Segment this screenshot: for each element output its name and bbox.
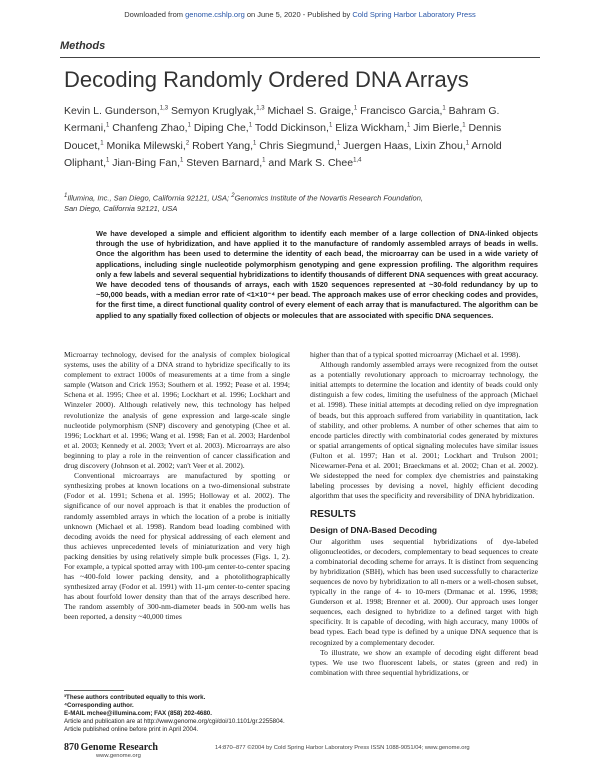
paragraph: Our algorithm uses sequential hybridizations of dye-labeled oligonucleotides, or decoders, complementary to bead sequences to create a combinatorial decoding scheme for arrays. It is distinct from sequencing by hybridization (SBH), which has been used successfully to characterize sequences de novo by hybridization to all n-mers or a well-chosen subset, typically in the range of 4- to 10-mers (Drmanac et al. 1996, 1998; Gunderson et al. 1998; Brenner et al. 2000). Our approach uses longer sequences, each designed to hybridize to a defined target with high specificity. It is capable of decoding, with high accuracy, many 1000s of bead types. Each bead type is defined by a unique DNA sequence that is recognized by a complementary decoder. <box>310 536 538 647</box>
page-number: 870 <box>64 742 79 753</box>
author: Chris Siegmund,$^1$ <box>259 139 341 152</box>
author: Chanfeng Zhao,$^1$ <box>112 122 191 134</box>
footnote-separator <box>64 690 124 691</box>
right-column <box>310 350 538 678</box>
footnote: ⁴Corresponding author. <box>64 701 134 709</box>
download-banner <box>0 10 600 19</box>
author: and Mark S. Chee$^{1,4}$ <box>268 157 362 169</box>
author: Jian-Bing Fan,$^1$ <box>112 157 184 169</box>
publisher-link[interactable]: Cold Spring Harbor Laboratory Press <box>352 10 476 19</box>
author: Bahram G. Kermani,$^1$ <box>64 104 500 134</box>
results-heading: RESULTS <box>310 509 356 521</box>
author: Francisco Garcia,$^1$ <box>360 104 446 117</box>
author: Steven Barnard,$^1$ <box>186 157 266 169</box>
left-column <box>64 350 290 623</box>
banner-prefix: Downloaded from <box>124 10 186 19</box>
footnote: Article and publication are at http://www.genome.org/cgi/doi/10.1101/gr.2255804. Article published online before print in April 2004. <box>64 717 285 733</box>
journal-name: Genome Research <box>80 742 158 753</box>
author: Diping Che,$^1$ <box>193 122 253 134</box>
footnote-email: E-MAIL mchee@illumina.com; FAX (858) 202-4680. <box>64 709 212 717</box>
footer-meta: 14:870–877 ©2004 by Cold Spring Harbor Laboratory Press ISSN 1088-9051/04; www.genome.org <box>215 745 470 751</box>
header-rule <box>60 57 540 58</box>
footnote: ³These authors contributed equally to this work. <box>64 693 206 701</box>
author: Semyon Kruglyak,$^{1,3}$ <box>171 104 265 117</box>
affiliations: $^1$Illumina, Inc., San Diego, California 92121, USA; $^2$Genomics Institute of the Novartis Research Foundation, San Diego, California 92121, USA <box>64 193 423 213</box>
author: Monika Milewski,$^2$ <box>106 139 190 152</box>
section-label: Methods <box>60 40 106 52</box>
paragraph: Although randomly assembled arrays were recognized from the outset as a potentially revolutionary approach to microarray technology, the initial attempts to determine the location and identity of beads could only distinguish a few codes, limiting the usefulness of the approach (Michael et al. 1998). These initial attempts at decoding relied on dye impregnation of beads, but this approach suffered from variability in quantitation, lack of stability, and other problems. A number of other schemes that aim to encode particles directly with combinatorial codes generated by mixtures or spatial arrangements of optical signaling molecules have similar issues (Fulton et al. 1997; Han et al. 2001; Lockhart and Trulson 2001; Nicewarner-Pena et al. 2001; Braeckmans et al. 2002; Chan et al. 2002). We sidestepped the need for complex dye chemistries and painstaking labeling processes by devising a novel, highly efficient decoding algorithm that uses the specificity and reversibility of DNA hybridization. <box>310 360 538 501</box>
author: Dennis Doucet,$^1$ <box>64 122 502 152</box>
footnotes <box>64 690 290 734</box>
abstract: We have developed a simple and efficient algorithm to identify each member of a large collection of DNA-linked objects through the use of hybridization, and have applied it to the manufacture of randomly assembled arrays of beads in wells. Once the algorithm has been used to determine the identity of each bead, the microarray can be used in a wide variety of applications, including single nucleotide polymorphism genotyping and gene expression profiling. The algorithm requires only a few labels and several sequential hybridizations to identify thousands of different DNA sequences with great accuracy. We have decoded tens of thousands of arrays, each with 1520 sequences represented at ~30-fold redundancy by up to ~50,000 beads, with a median error rate of <1×10⁻⁴ per bead. The approach makes use of error checking codes and provides, for the first time, a direct functional quality control of every element of each array that is manufactured. The algorithm can be applied to any spatially fixed collection of objects or molecules that are associated with specific DNA sequences. <box>96 229 538 320</box>
banner-middle: on June 5, 2020 - Published by <box>244 10 353 19</box>
site-link[interactable]: genome.cshlp.org <box>185 10 245 19</box>
author: Robert Yang,$^1$ <box>192 139 257 152</box>
author: Juergen Haas, <box>343 139 412 152</box>
author: Arnold Oliphant,$^1$ <box>64 139 502 169</box>
subsection-heading: Design of DNA-Based Decoding <box>310 524 438 535</box>
paragraph: To illustrate, we show an example of decoding eight different bead types. We use two fluorescent labels, or states (green and red) in combination with three sequential hybridizations, or <box>310 647 538 677</box>
author-list <box>64 101 534 171</box>
paragraph: higher than that of a typical spotted microarray (Michael et al. 1998). <box>310 350 521 359</box>
paragraph: Microarray technology, devised for the analysis of complex biological systems, uses the ability of a DNA strand to hybridize specifically to its complement to extract 1000s of measurements at a time from a single sample (Watson and Crick 1953; Southern et al. 1992; Pease et al. 1994; Schena et al. 1995; Chee et al. 1996; Lockhart et al. 1996; Lockhart and Winzeler 2000). Although relatively new, this technology has helped revolutionize the analysis of gene expression and large-scale single nucleotide polymorphism (SNP) discovery and genotyping (Chee et al. 1996; Lockhart et al. 1996; Wang et al. 1998; Fan et al. 2003; Hardenbol et al. 2003; Kennedy et al. 2003; Yvert et al. 2003). Microarrays are also beginning to play a role in the reinvention of cancer classification and drug discovery (Johnson et al. 2002; van't Veer et al. 2002). <box>64 350 290 471</box>
paragraph: Conventional microarrays are manufactured by spotting or synthesizing probes at known locations on a two-dimensional substrate (Fodor et al. 1991; Schena et al. 1995; Holloway et al. 2002). The significance of our novel approach is that it enables the production of randomly assembled arrays in which the location of a probe is initially unknown (Michael et al. 1998). Random bead loading combined with decoding avoids the need for physical addressing of each element and thus achieves unprecedented levels of miniaturization and very high packing densities by using relatively simple bulk processes (Figs. 1, 2). For example, a typical spotted array with 100-µm center-to-center spacing has ~400-fold lower packing density, and a photolithographically synthesized array (Fodor et al. 1991) with 11-µm center-to-center spacing has about fourfold lower density than that of the arrays described here. The random assembly of 300-nm-diameter beads in 500-nm wells has been reported, a density ~40,000 times <box>64 471 290 622</box>
paper-title: Decoding Randomly Ordered DNA Arrays <box>64 67 469 92</box>
author: Lixin Zhou,$^1$ <box>414 139 470 152</box>
author: Michael S. Graige,$^1$ <box>267 104 358 117</box>
author: Kevin L. Gunderson,$^{1,3}$ <box>64 104 169 117</box>
author: Jim Bierle,$^1$ <box>413 122 466 134</box>
author: Todd Dickinson,$^1$ <box>254 122 333 134</box>
footer-url[interactable]: www.genome.org <box>96 753 141 759</box>
author: Eliza Wickham,$^1$ <box>335 122 411 134</box>
